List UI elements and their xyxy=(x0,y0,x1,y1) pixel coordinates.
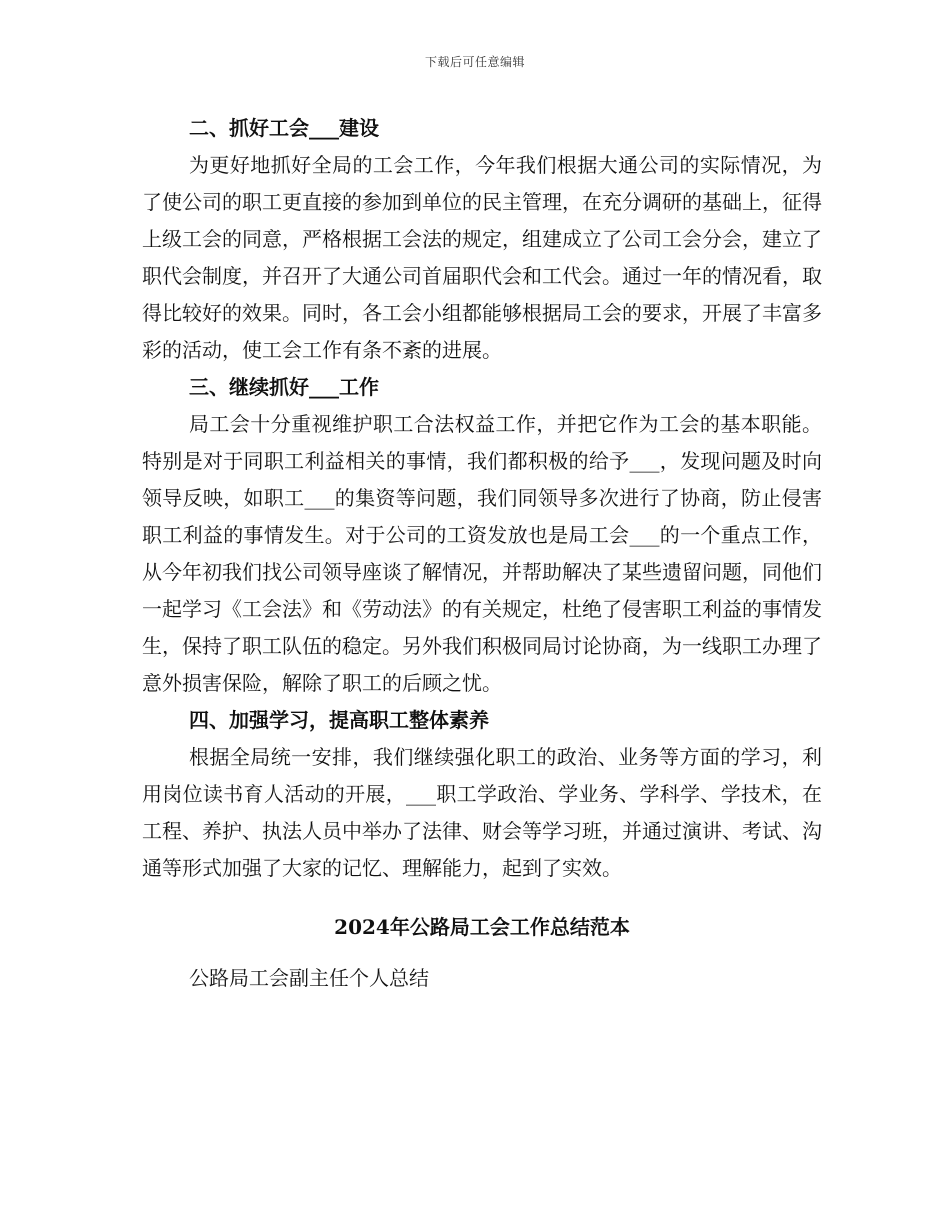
document-title: 2024年公路局工会工作总结范本 xyxy=(334,915,630,939)
section-paragraph: 为更好地抓好全局的工会工作，今年我们根据大通公司的实际情况，为了使公司的职工更直接的参加到单位的民主管理，在充分调研的基础上，征得上级工会的同意，严格根据工会法的规定，组建成立了公司工会分会，建立了职代会制度，并召开了大通公司首届职代会和工代会。通过一年的情况看，取得比较好的效果。同时，各工会小组都能够根据局工会的要求，开展了丰富多彩的活动，使工会工作有条不紊的进展。 xyxy=(142,153,822,362)
section-heading: 四、加强学习，提高职工整体素养 xyxy=(189,708,489,732)
section-4 xyxy=(142,702,822,887)
section-paragraph: 根据全局统一安排，我们继续强化职工的政治、业务等方面的学习，利用岗位读书育人活动的开展，___职工学政治、学业务、学科学、学技术，在工程、养护、执法人员中举办了法律、财会等学习班，并通过演讲、考试、沟通等形式加强了大家的记忆、理解能力，起到了实效。 xyxy=(142,745,822,880)
section-heading: 三、继续抓好___工作 xyxy=(189,375,379,399)
document-body xyxy=(142,110,822,997)
section-heading: 二、抓好工会___建设 xyxy=(189,116,379,140)
header-note: 下载后可任意编辑 xyxy=(424,55,525,69)
section-paragraph: 局工会十分重视维护职工合法权益工作，并把它作为工会的基本职能。特别是对于同职工利益相关的事情，我们都积极的给予___，发现问题及时向领导反映，如职工___的集资等问题，我们同领导多次进行了协商，防止侵害职工利益的事情发生。对于公司的工资发放也是局工会___的一个重点工作，从今年初我们找公司领导座谈了解情况，并帮助解决了某些遗留问题，同他们一起学习《工会法》和《劳动法》的有关规定，杜绝了侵害职工利益的事情发生，保持了职工队伍的稳定。另外我们积极同局讨论协商，为一线职工办理了意外损害保险，解除了职工的后顾之忧。 xyxy=(142,412,822,695)
document-subtitle: 公路局工会副主任个人总结 xyxy=(189,966,429,990)
section-3 xyxy=(142,369,822,702)
section-2 xyxy=(142,110,822,369)
